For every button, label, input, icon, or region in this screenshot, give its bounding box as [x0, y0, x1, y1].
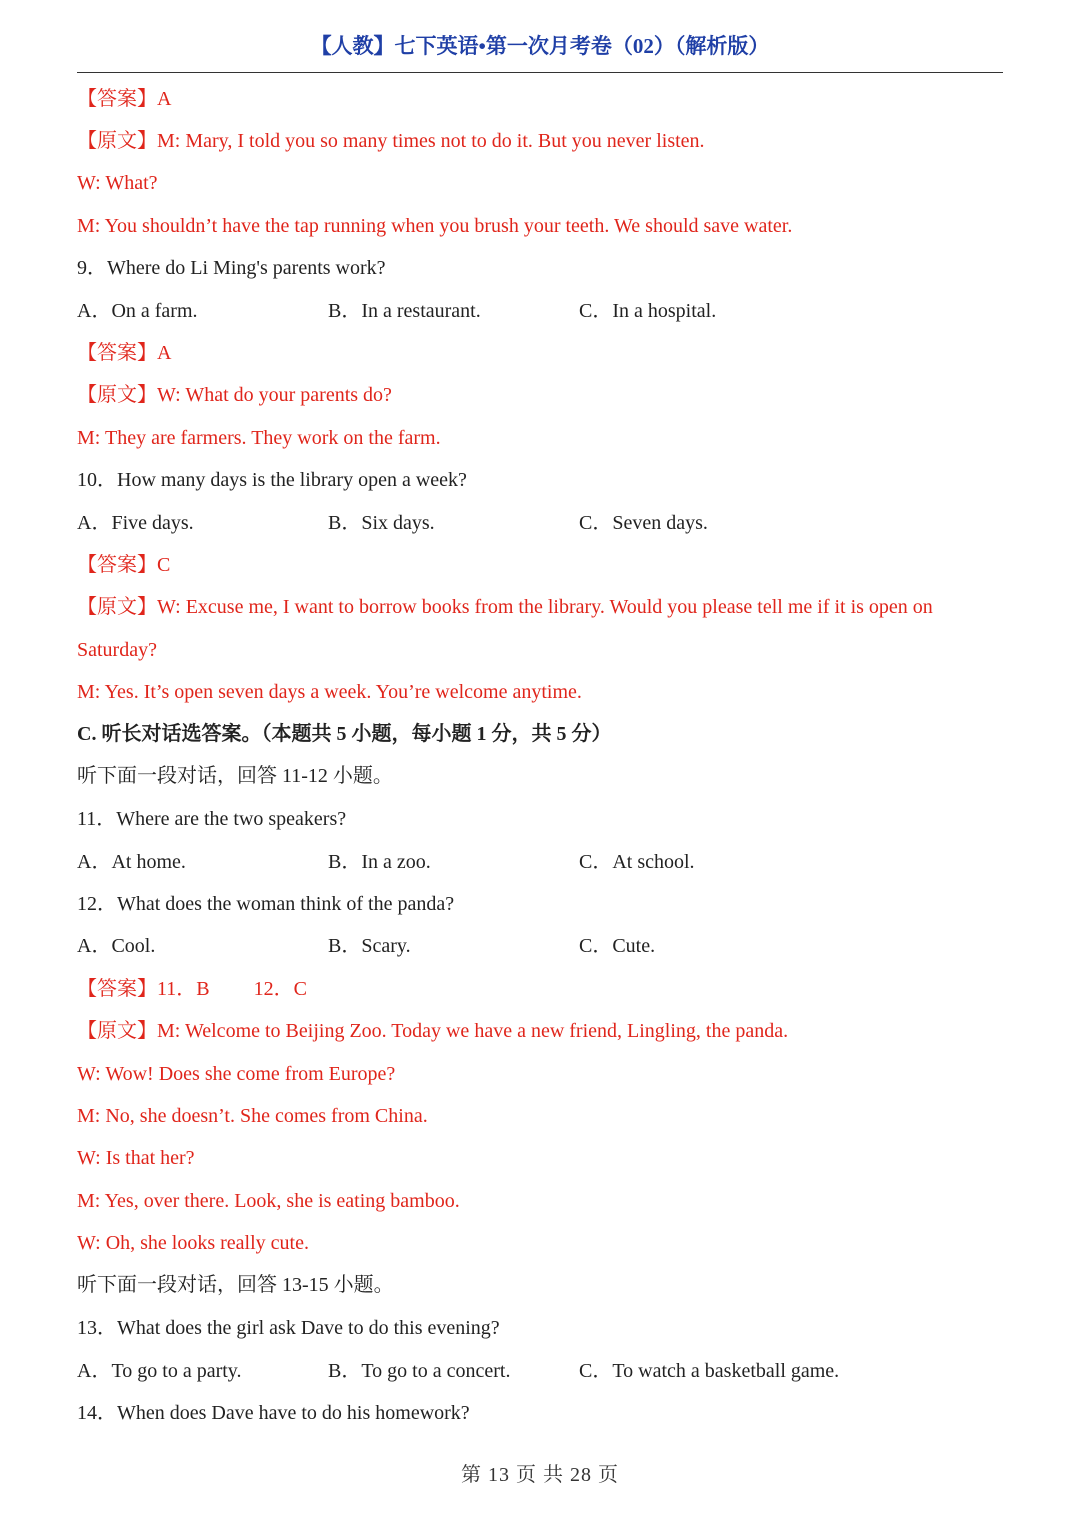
option-c: C．At school.: [579, 851, 695, 873]
transcript-line: 【原文】W: What do your parents do?: [77, 384, 392, 406]
transcript-line: M: Yes. It’s open seven days a week. You’re welcome anytime.: [77, 681, 582, 703]
transcript-line: M: No, she doesn’t. She comes from China.: [77, 1105, 428, 1127]
option-c: C．Seven days.: [579, 512, 708, 534]
question-11: 11．Where are the two speakers?: [77, 808, 347, 830]
option-b: B．In a zoo.: [328, 851, 431, 873]
question-9: 9．Where do Li Ming's parents work?: [77, 257, 386, 279]
transcript-line: W: Is that her?: [77, 1147, 195, 1169]
header-divider: [77, 72, 1003, 73]
transcript-line: W: What?: [77, 172, 158, 194]
answer-11: 11．B: [157, 978, 210, 1000]
transcript-line: Saturday?: [77, 639, 157, 661]
option-b: B．In a restaurant.: [328, 300, 481, 322]
question-12: 12．What does the woman think of the panda?: [77, 893, 455, 915]
transcript-line: M: They are farmers. They work on the farm.: [77, 427, 441, 449]
option-a: A．Five days.: [77, 512, 194, 534]
option-a: A．To go to a party.: [77, 1360, 242, 1382]
option-b: B．Scary.: [328, 935, 411, 957]
option-a: A．Cool.: [77, 935, 156, 957]
answer-line: 【答案】A: [77, 88, 172, 110]
section-intro: 听下面一段对话，回答 13-15 小题。: [77, 1274, 394, 1296]
question-14: 14．When does Dave have to do his homework?: [77, 1402, 470, 1424]
transcript-line: W: Oh, she looks really cute.: [77, 1232, 309, 1254]
option-a: A．On a farm.: [77, 300, 198, 322]
answer-line: [77, 975, 1007, 1003]
transcript-line: 【原文】M: Welcome to Beijing Zoo. Today we have a new friend, Lingling, the panda.: [77, 1020, 789, 1042]
option-b: B．Six days.: [328, 512, 435, 534]
option-c: C．In a hospital.: [579, 300, 717, 322]
page-header-title: 【人教】七下英语•第一次月考卷（02）（解析版）: [310, 34, 770, 58]
transcript-line: W: Wow! Does she come from Europe?: [77, 1063, 396, 1085]
answer-label: 【答案】: [77, 978, 157, 1000]
option-b: B．To go to a concert.: [328, 1360, 511, 1382]
transcript-line: M: Yes, over there. Look, she is eating bamboo.: [77, 1190, 460, 1212]
answer-12: 12．C: [253, 978, 307, 1000]
answer-line: 【答案】A: [77, 342, 172, 364]
transcript-line: 【原文】M: Mary, I told you so many times not to do it. But you never listen.: [77, 130, 705, 152]
answer-line: 【答案】C: [77, 554, 171, 576]
transcript-line: M: You shouldn’t have the tap running when you brush your teeth. We should save water.: [77, 215, 793, 237]
section-intro: 听下面一段对话，回答 11-12 小题。: [77, 765, 393, 787]
option-a: A．At home.: [77, 851, 186, 873]
page-footer: 第 13 页 共 28 页: [461, 1464, 619, 1486]
transcript-line: 【原文】W: Excuse me, I want to borrow books from the library. Would you please tell me if it is open on: [77, 596, 933, 618]
question-13: 13．What does the girl ask Dave to do this evening?: [77, 1317, 500, 1339]
question-10: 10．How many days is the library open a week?: [77, 469, 467, 491]
option-c: C．To watch a basketball game.: [579, 1360, 840, 1382]
option-c: C．Cute.: [579, 935, 656, 957]
section-heading: C. 听长对话选答案。（本题共 5 小题，每小题 1 分，共 5 分）: [77, 723, 612, 745]
